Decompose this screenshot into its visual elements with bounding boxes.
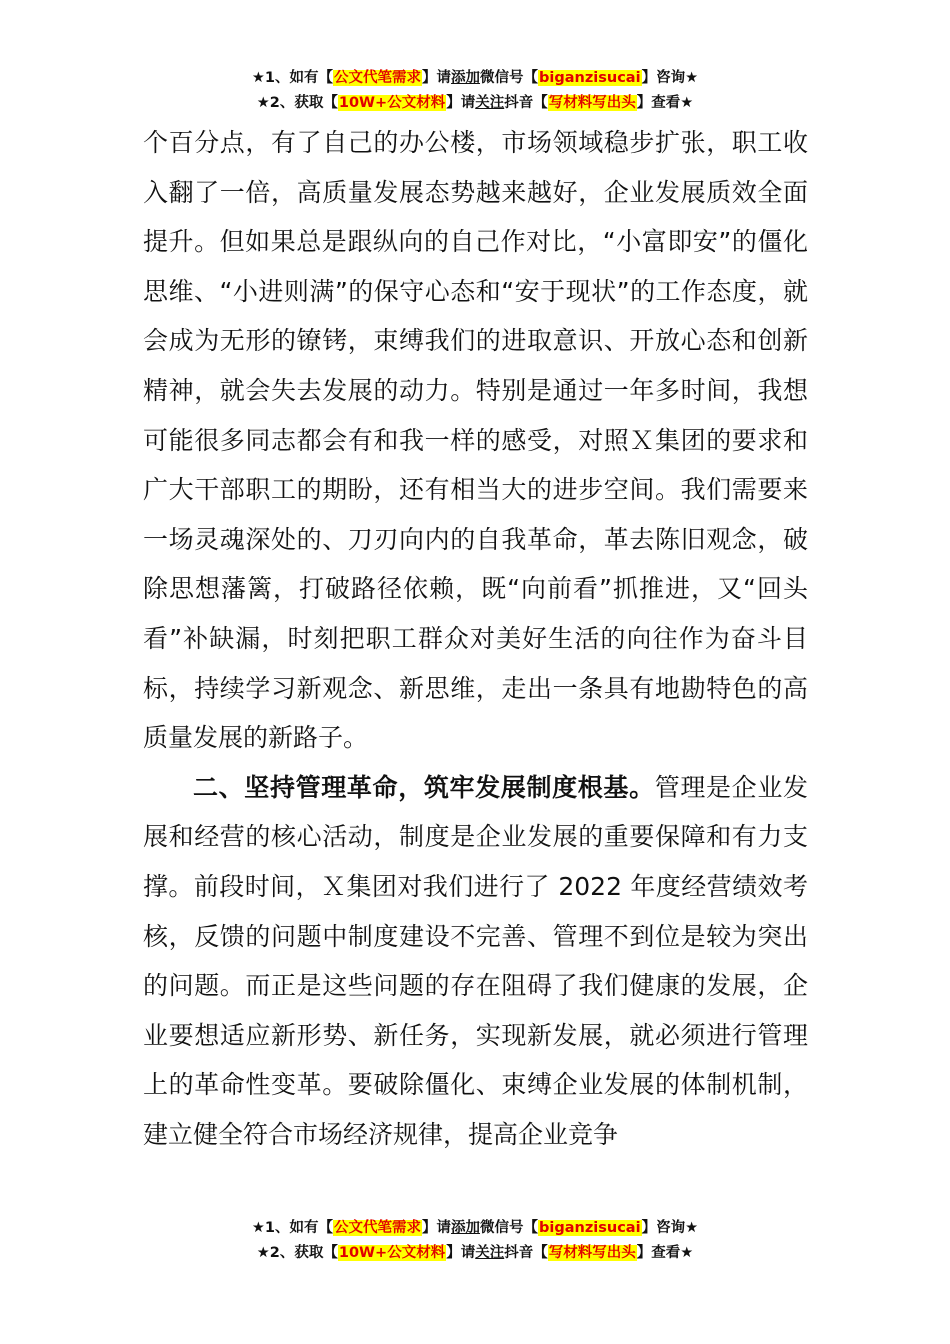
banner-underline: 关注 — [475, 95, 505, 111]
banner-text: 微信号【 — [480, 1220, 539, 1236]
banner-line-2 — [0, 91, 950, 116]
banner-highlight: 公文代笔需求 — [334, 70, 422, 86]
banner-line-2 — [0, 1241, 950, 1266]
banner-highlight: 写材料写出头 — [548, 95, 636, 111]
banner-text: 】咨询★ — [641, 1220, 699, 1236]
paragraph-1: 个百分点，有了自己的办公楼，市场领域稳步扩张，职工收入翻了一倍，高质量发展态势越来越好，企业发展质效全面提升。但如果总是跟纵向的自己作对比，“小富即安”的僵化思维、“小进则满”的保守心态和“安于现状”的工作态度，就会成为无形的镣铐，束缚我们的进取意识、开放心态和创新精神，就会失去发展的动力。特别是通过一年多时间，我想可能很多同志都会有和我一样的感受，对照Ｘ集团的要求和广大干部职工的期盼，还有相当大的进步空间。我们需要来一场灵魂深处的、刀刃向内的自我革命，革去陈旧观念，破除思想藩篱，打破路径依赖，既“向前看”抓推进，又“回头看”补缺漏，时刻把职工群众对美好生活的向往作为奋斗目标，持续学习新观念、新思维，走出一条具有地勘特色的高质量发展的新路子。 — [143, 128, 808, 753]
footer-banner — [0, 1216, 950, 1266]
banner-text: 】请 — [446, 1245, 476, 1261]
banner-text: ★1、如有【 — [251, 1220, 334, 1236]
section-heading: 二、坚持管理革命，筑牢发展制度根基。 — [193, 772, 655, 802]
banner-highlight: 公文代笔需求 — [334, 1220, 422, 1236]
banner-text: ★1、如有【 — [251, 70, 334, 86]
paragraph-2-body: 管理是企业发展和经营的核心活动，制度是企业发展的重要保障和有力支撑。前段时间，Ｘ集团对我们进行了 2022 年度经营绩效考核，反馈的问题中制度建设不完善、管理不到位是较为突出的问题。而正是这些问题的存在阻碍了我们健康的发展，企业要想适应新形势、新任务，实现新发展，就必须进行管理上的革命性变革。要破除僵化、束缚企业发展的体制机制，建立健全符合市场经济规律，提高企业竞争 — [143, 772, 808, 1149]
banner-text: 】请 — [422, 1220, 452, 1236]
banner-highlight: biganzisucai — [539, 1220, 641, 1236]
banner-text: 】咨询★ — [641, 70, 699, 86]
banner-text: 抖音【 — [504, 1245, 548, 1261]
banner-text: 】查看★ — [636, 95, 694, 111]
banner-underline: 添加 — [451, 70, 481, 86]
banner-text: 】请 — [446, 95, 476, 111]
banner-highlight: 10W+公文材料 — [338, 1245, 446, 1261]
banner-highlight: biganzisucai — [539, 70, 641, 86]
banner-text: 微信号【 — [480, 70, 539, 86]
paragraph-2 — [143, 763, 808, 1160]
banner-line-1 — [0, 66, 950, 91]
banner-text: 】请 — [422, 70, 452, 86]
banner-text: ★2、获取【 — [256, 1245, 338, 1261]
document-body — [143, 118, 808, 1159]
banner-underline: 关注 — [475, 1245, 505, 1261]
banner-text: 】查看★ — [636, 1245, 694, 1261]
banner-text: 抖音【 — [504, 95, 548, 111]
banner-line-1 — [0, 1216, 950, 1241]
banner-text: ★2、获取【 — [256, 95, 338, 111]
banner-underline: 添加 — [451, 1220, 481, 1236]
banner-highlight: 10W+公文材料 — [338, 95, 446, 111]
header-banner — [0, 66, 950, 116]
banner-highlight: 写材料写出头 — [548, 1245, 636, 1261]
